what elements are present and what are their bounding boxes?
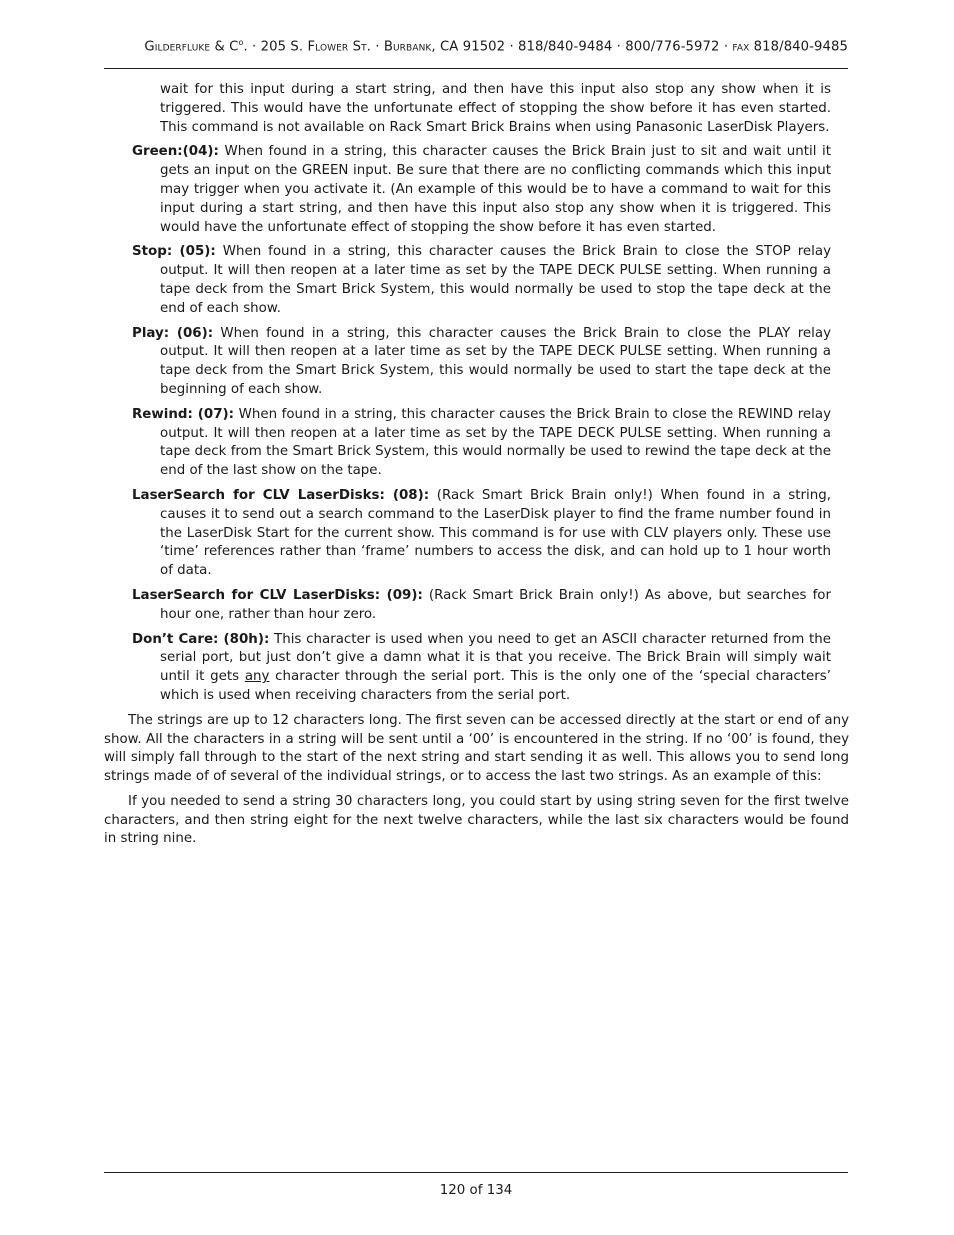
body-paragraph: The strings are up to 12 characters long. The first seven can be accessed directly at the start or end of any show. All the characters in a string will be sent until a ‘00’ is encountered in the string. If no ‘00’ is found, they will simply fall through to the start of the next string and start sending it as well. This allows you to send long strings made of of several of the individual strings, or to access the last two strings. As an example of this: — [104, 712, 849, 785]
header-fax-label: fax — [732, 39, 750, 55]
header-city: urbank — [393, 39, 432, 55]
header-rule — [104, 68, 848, 69]
entry-term: Stop: (05): — [132, 244, 216, 260]
header-co-superscript: o — [238, 38, 244, 47]
entry-term: Rewind: (07): — [132, 406, 235, 422]
entry-term: Don’t Care: (80h): — [132, 631, 270, 647]
header-company-name: ilderfluke — [154, 39, 211, 55]
page-body — [104, 81, 849, 855]
entry-text: character through the serial port. This is the only one of the ‘special characters’ which is used when receiving characters from the serial port. — [160, 669, 831, 703]
header-company-initial: G — [144, 39, 155, 55]
header-sep: . · — [366, 39, 384, 55]
header-street-number: . · 205 — [243, 39, 291, 55]
entry-term: Play: (06): — [132, 325, 214, 341]
entry-term: LaserSearch for CLV LaserDisks: (08): — [132, 487, 430, 503]
entry-term: LaserSearch for CLV LaserDisks: (09): — [132, 587, 423, 603]
entry-underlined-word: any — [244, 669, 270, 685]
entry-text: (Rack Smart Brick Brain only!) When found in a string, causes it to send out a search command to the LaserDisk player to find the frame number found in the LaserDisk Start for the current show. This command is for use with CLV players only. These use ‘time’ references rather than ‘frame’ numbers to access the disk, and can hold up to 1 hour worth of data. — [160, 487, 831, 579]
header-street-name: lower — [315, 39, 349, 55]
entry-text: When found in a string, this character causes the Brick Brain to close the PLAY relay output. It will then reopen at a later time as set by the TAPE DECK PULSE setting. When running a tape deck from the Smart Brick System, this would normally be used to start the tape deck at the beginning of each show. — [160, 325, 831, 397]
header-street-type: t — [361, 39, 367, 55]
entry-text: When found in a string, this character causes the Brick Brain to close the REWIND relay output. It will then reopen at a later time as set by the TAPE DECK PULSE setting. When running a tape deck from the Smart Brick System, this would normally be used to rewind the tape deck at the end of the last show on the tape. — [160, 406, 831, 479]
header-city-initial: B — [383, 39, 393, 55]
header-street-dir: S — [290, 39, 299, 55]
header-street-initial: F — [307, 39, 316, 55]
entry-lasersearch-09 — [132, 587, 831, 625]
entry-text: When found in a string, this character causes the Brick Brain just to sit and wait until it gets an input on the GREEN input. Be sure that there are no conflicting commands which this input may trigger when you activate it. (An example of this would be to have a command to wait for this input during a start string, and then have this input also stop any show when it is triggered. This would have the unfortunate effect of stopping the show before it has even started. — [160, 144, 831, 235]
entry-stop — [132, 243, 831, 318]
header-company-suffix: & C — [210, 39, 239, 55]
body-paragraph: If you needed to send a string 30 characters long, you could start by using string seven for the first twelve characters, and then string eight for the next twelve characters, while the last six characters would be found in string nine. — [104, 793, 849, 847]
entry-lasersearch-08 — [132, 487, 831, 581]
entry-dont-care — [132, 631, 831, 706]
page-header — [104, 38, 848, 54]
footer-rule — [104, 1172, 848, 1173]
header-address: , CA 91502 · 818/840-9484 · 800/776-5972 · — [431, 39, 733, 55]
entry-text: This character is used when you need to get an ASCII character returned from the serial port, but just don’t give a damn what it is that you receive. The Brick Brain will simply wait until it gets — [160, 631, 831, 685]
entry-play — [132, 325, 831, 400]
entry-continuation: wait for this input during a start string, and then have this input also stop any show when it is triggered. This would have the unfortunate effect of stopping the show before it has even started. This command is not available on Rack Smart Brick Brains when using Panasonic LaserDisk Players. — [160, 82, 831, 135]
entry-green — [132, 143, 831, 237]
entry-rewind — [132, 406, 831, 481]
entry-text: (Rack Smart Brick Brain only!) As above, but searches for hour one, rather than hour zero. — [160, 587, 831, 622]
header-sep: . — [298, 39, 308, 55]
page-number: 120 of 134 — [439, 1183, 513, 1198]
header-street-type-initial: S — [348, 39, 362, 55]
entry-text: When found in a string, this character causes the Brick Brain to close the STOP relay output. It will then reopen at a later time as set by the TAPE DECK PULSE setting. When running a tape deck from the Smart Brick System, this would normally be used to stop the tape deck at the end of each show. — [160, 244, 831, 316]
entry-term: Green:(04): — [132, 144, 219, 160]
header-fax-number: 818/840-9485 — [749, 39, 848, 55]
